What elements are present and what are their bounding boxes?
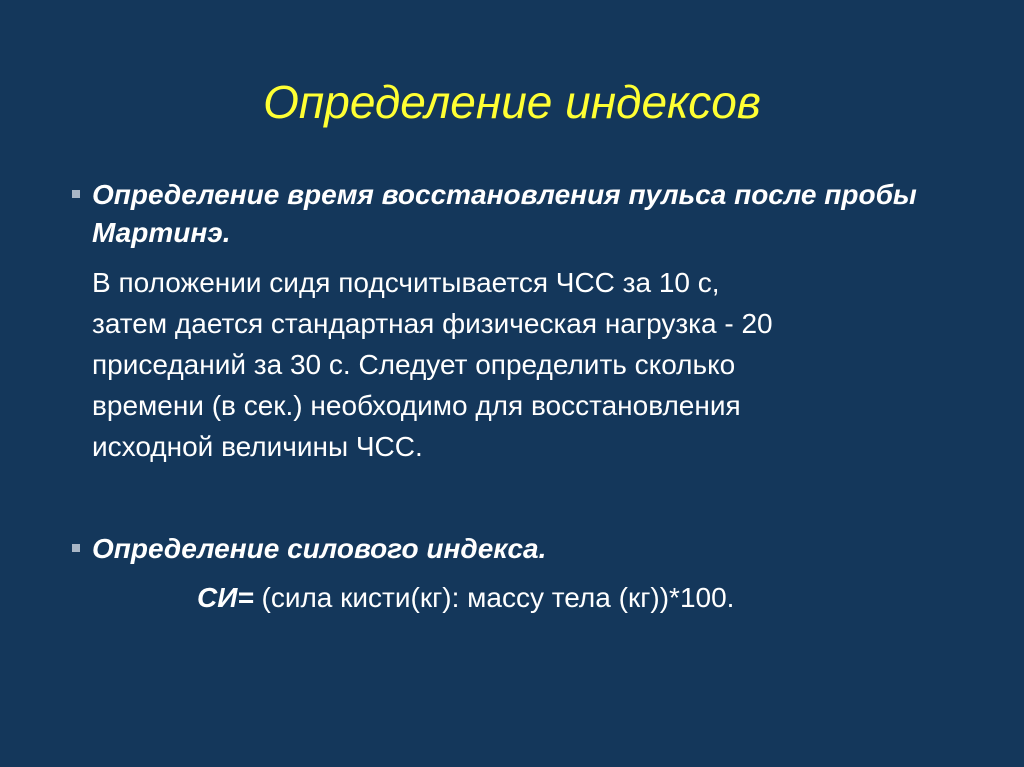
square-bullet-icon (72, 544, 80, 552)
formula-lhs: СИ= (197, 582, 254, 613)
strength-index-formula (197, 578, 957, 618)
bullet-item-strength-index (72, 530, 952, 570)
slide-title: Определение индексов (263, 76, 761, 128)
bullet-item-recovery (72, 176, 952, 256)
formula-rhs: (сила кисти(кг): массу тела (кг))*100. (253, 582, 735, 613)
bullet-heading-strength-index: Определение силового индекса. (92, 533, 547, 564)
bullet-heading-recovery: Определение время восстановления пульса после пробы Мартинэ. (92, 179, 917, 248)
square-bullet-icon (72, 190, 80, 198)
recovery-description: В положении сидя подсчитывается ЧСС за 10 с, затем дается стандартная физическая нагрузка - 20 приседаний за 30 с. Следует определить сколько времени (в сек.) необходимо для восстановления исходной величины ЧСС. (92, 267, 773, 462)
